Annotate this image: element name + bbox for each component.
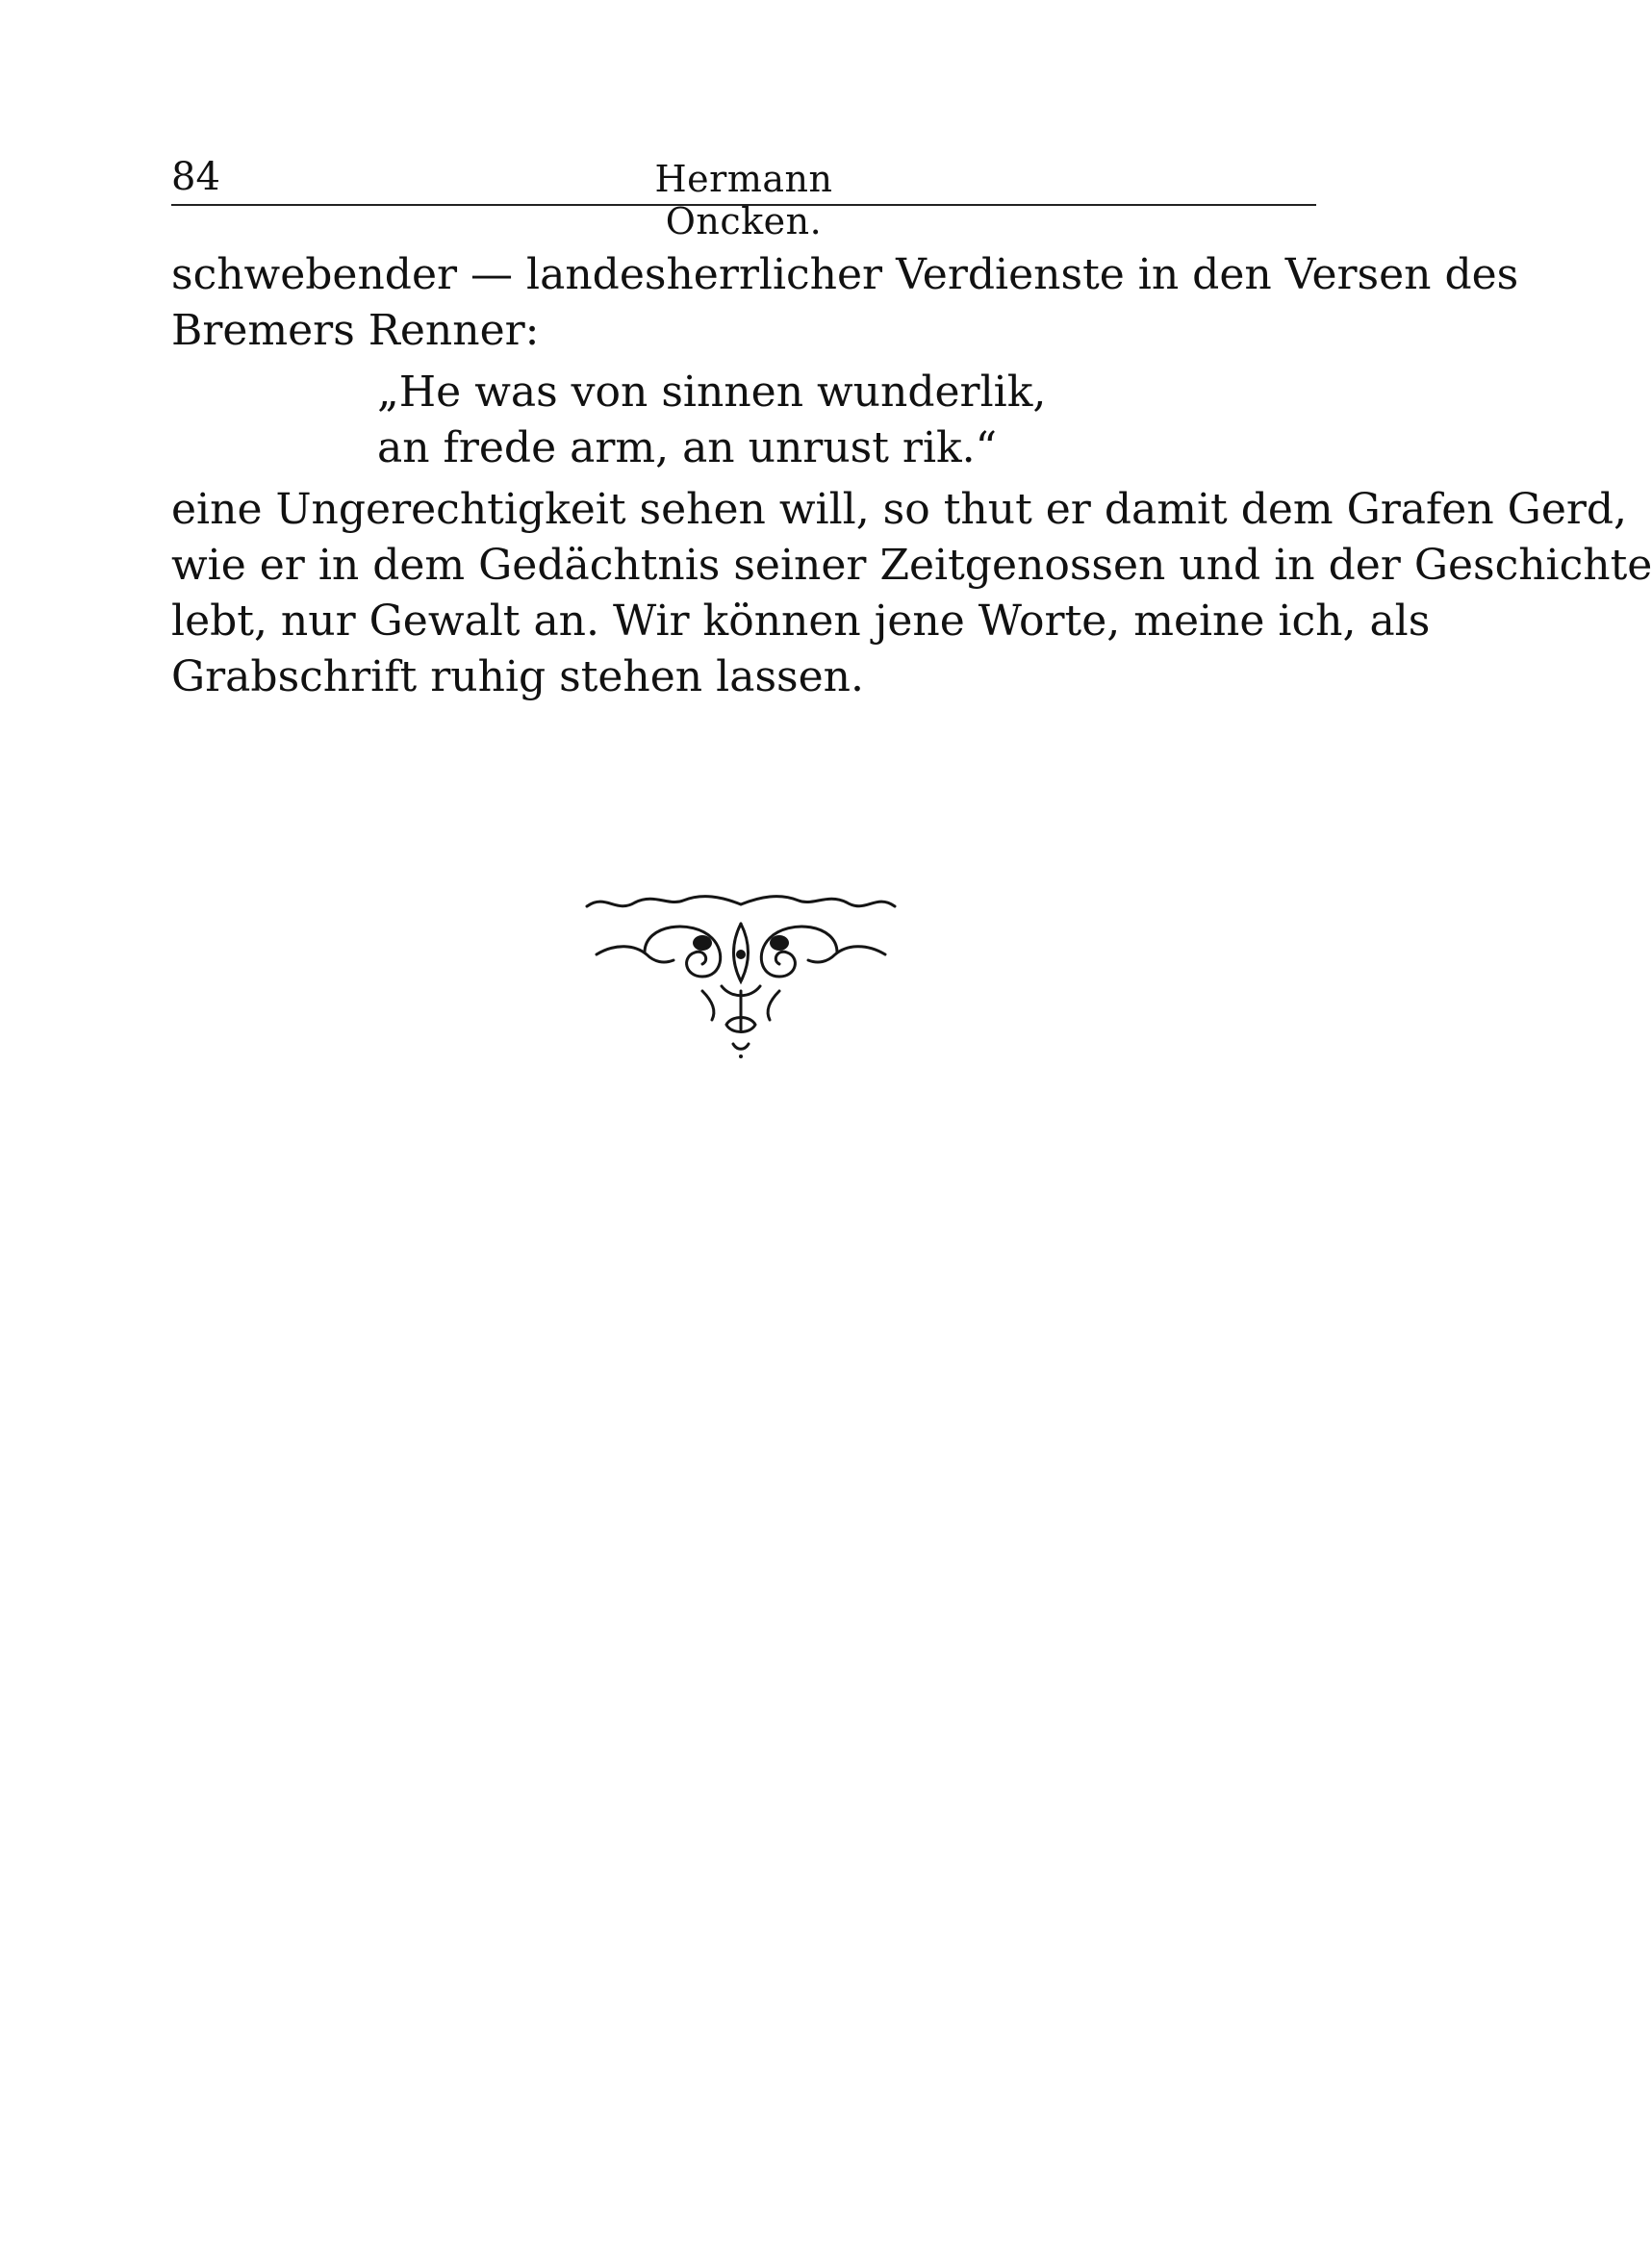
vignette-ornament-icon [577, 885, 904, 1058]
body-line: Grabschrift ruhig stehen lassen. [171, 652, 864, 701]
header-rule [171, 204, 1316, 206]
verse-line: „He was von sinnen wunderlik, [377, 368, 1047, 417]
verse-line: an frede arm, an unrust rik.“ [377, 423, 998, 472]
running-head [171, 150, 1316, 242]
body-line: Bremers Renner: [171, 306, 540, 355]
body-line: lebt, nur Gewalt an. Wir können jene Worte, meine ich, als [171, 597, 1431, 646]
body-line: eine Ungerechtigkeit sehen will, so thut er damit dem Grafen Gerd, [171, 485, 1628, 534]
body-line: schwebender — landesherrlicher Verdienste in den Versen des [171, 250, 1519, 299]
running-title: Hermann Oncken. [654, 158, 833, 242]
page-number: 84 [171, 155, 220, 199]
body-line: wie er in dem Gedächtnis seiner Zeitgenossen und in der Geschichte [171, 541, 1652, 590]
